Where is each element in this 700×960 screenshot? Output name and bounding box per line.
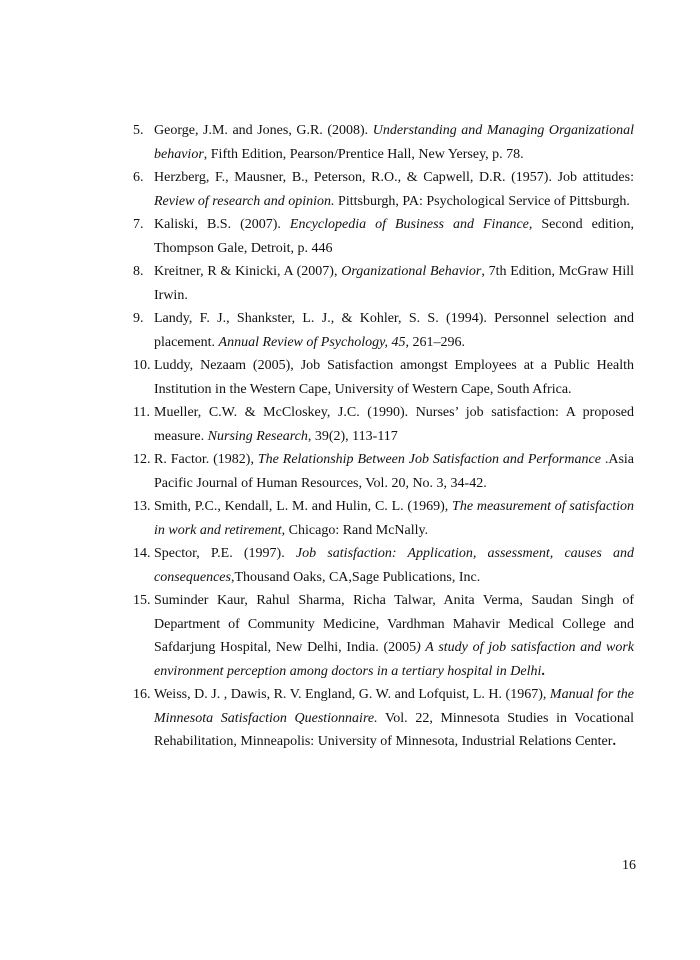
reference-number: 11. xyxy=(133,405,150,420)
reference-item xyxy=(0,589,634,683)
reference-text: Spector, P.E. (1997). xyxy=(154,546,296,561)
reference-text: Kaliski, B.S. (2007). xyxy=(154,217,290,232)
reference-number: 13. xyxy=(133,499,151,514)
reference-number: 15. xyxy=(133,593,151,608)
reference-number: 9. xyxy=(133,311,144,326)
reference-text: , Chicago: Rand McNally. xyxy=(281,522,429,538)
reference-text: , 261–296. xyxy=(405,334,466,350)
reference-item xyxy=(0,542,634,589)
reference-item xyxy=(0,166,634,213)
reference-number: 8. xyxy=(133,264,144,279)
reference-number: 5. xyxy=(133,123,144,138)
reference-item xyxy=(0,213,634,260)
reference-number: 16. xyxy=(133,687,151,702)
reference-item xyxy=(0,683,634,754)
reference-text: Weiss, D. J. , Dawis, R. V. England, G. W. and Lofquist, L. H. (1967), xyxy=(154,687,550,702)
reference-title: Encyclopedia of Business and Finance xyxy=(289,217,529,232)
reference-text: Mueller, C.W. & McCloskey, J.C. (1990). Nurses’ job satisfaction: A proposed measure. xyxy=(154,405,634,444)
reference-number: 10. xyxy=(133,358,151,373)
reference-item xyxy=(0,119,634,166)
reference-text: Kreitner, R & Kinicki, A (2007), xyxy=(154,264,342,279)
reference-title: ) A study of job satisfaction and work environment perception among doctors in a tertiary hospital in Delhi xyxy=(154,640,634,679)
reference-item xyxy=(0,495,634,542)
reference-text: , 39(2), 113-117 xyxy=(307,428,398,444)
reference-text: R. Factor. (1982), xyxy=(154,452,258,467)
reference-number: 12. xyxy=(133,452,151,467)
reference-title: Nursing Research xyxy=(207,428,308,444)
reference-text: , Second edition, Thompson Gale, Detroit, p. 446 xyxy=(154,217,634,256)
reference-title: Organizational Behavior xyxy=(341,264,482,279)
reference-number: 7. xyxy=(133,217,144,232)
reference-title: The measurement of satisfaction in work and retirement xyxy=(154,499,634,538)
reference-title: Understanding and Managing Organizational behavior xyxy=(154,123,634,162)
reference-text: Smith, P.C., Kendall, L. M. and Hulin, C. L. (1969), xyxy=(154,499,453,514)
reference-text: Pittsburgh, PA: Psychological Service of Pittsburgh. xyxy=(334,193,630,209)
reference-text: Suminder Kaur, Rahul Sharma, Richa Talwar, Anita Verma, Saudan Singh of Department of Community Medicine, Vardhman Mahavir Medical College and Safdarjung Hospital, New Delhi, India. (2005 xyxy=(154,593,634,655)
reference-item xyxy=(0,401,634,448)
reference-text: , 7th Edition, McGraw Hill Irwin. xyxy=(154,264,634,303)
reference-text: ,Thousand Oaks, CA,Sage Publications, Inc. xyxy=(230,569,481,585)
reference-item xyxy=(0,354,634,401)
reference-item xyxy=(0,260,634,307)
reference-item xyxy=(0,307,634,354)
reference-text: .Asia Pacific Journal of Human Resources, Vol. 20, No. 3, 34-42. xyxy=(154,452,634,491)
reference-title: Job satisfaction: Application, assessment, causes and consequences xyxy=(154,546,634,585)
reference-title: Annual Review of Psychology, 45 xyxy=(218,334,406,350)
reference-number: 6. xyxy=(133,170,144,185)
reference-list xyxy=(0,119,700,754)
reference-title: Review of research and opinion. xyxy=(154,193,335,209)
reference-text: , Fifth Edition, Pearson/Prentice Hall, New Yersey, p. 78. xyxy=(203,146,524,162)
reference-text: Landy, F. J., Shankster, L. J., & Kohler, S. S. (1994). Personnel selection and placement. xyxy=(154,311,634,350)
reference-text: Vol. 22, Minnesota Studies in Vocational Rehabilitation, Minneapolis: University of Minnesota, Industrial Relations Center xyxy=(154,710,634,749)
reference-text: . xyxy=(612,734,616,749)
reference-number: 14. xyxy=(133,546,151,561)
reference-text: . xyxy=(541,663,545,679)
reference-text: Luddy, Nezaam (2005), Job Satisfaction amongst Employees at a Public Health Institution in the Western Cape, University of Western Cape, South Africa. xyxy=(154,358,634,397)
reference-item xyxy=(0,448,634,495)
reference-text: Herzberg, F., Mausner, B., Peterson, R.O., & Capwell, D.R. (1957). Job attitudes: xyxy=(154,170,634,185)
reference-title: The Relationship Between Job Satisfaction and Performance xyxy=(257,452,601,467)
reference-text: George, J.M. and Jones, G.R. (2008). xyxy=(154,123,373,138)
page-number: 16 xyxy=(622,858,636,873)
reference-title: Manual for the Minnesota Satisfaction Questionnaire. xyxy=(154,687,634,726)
